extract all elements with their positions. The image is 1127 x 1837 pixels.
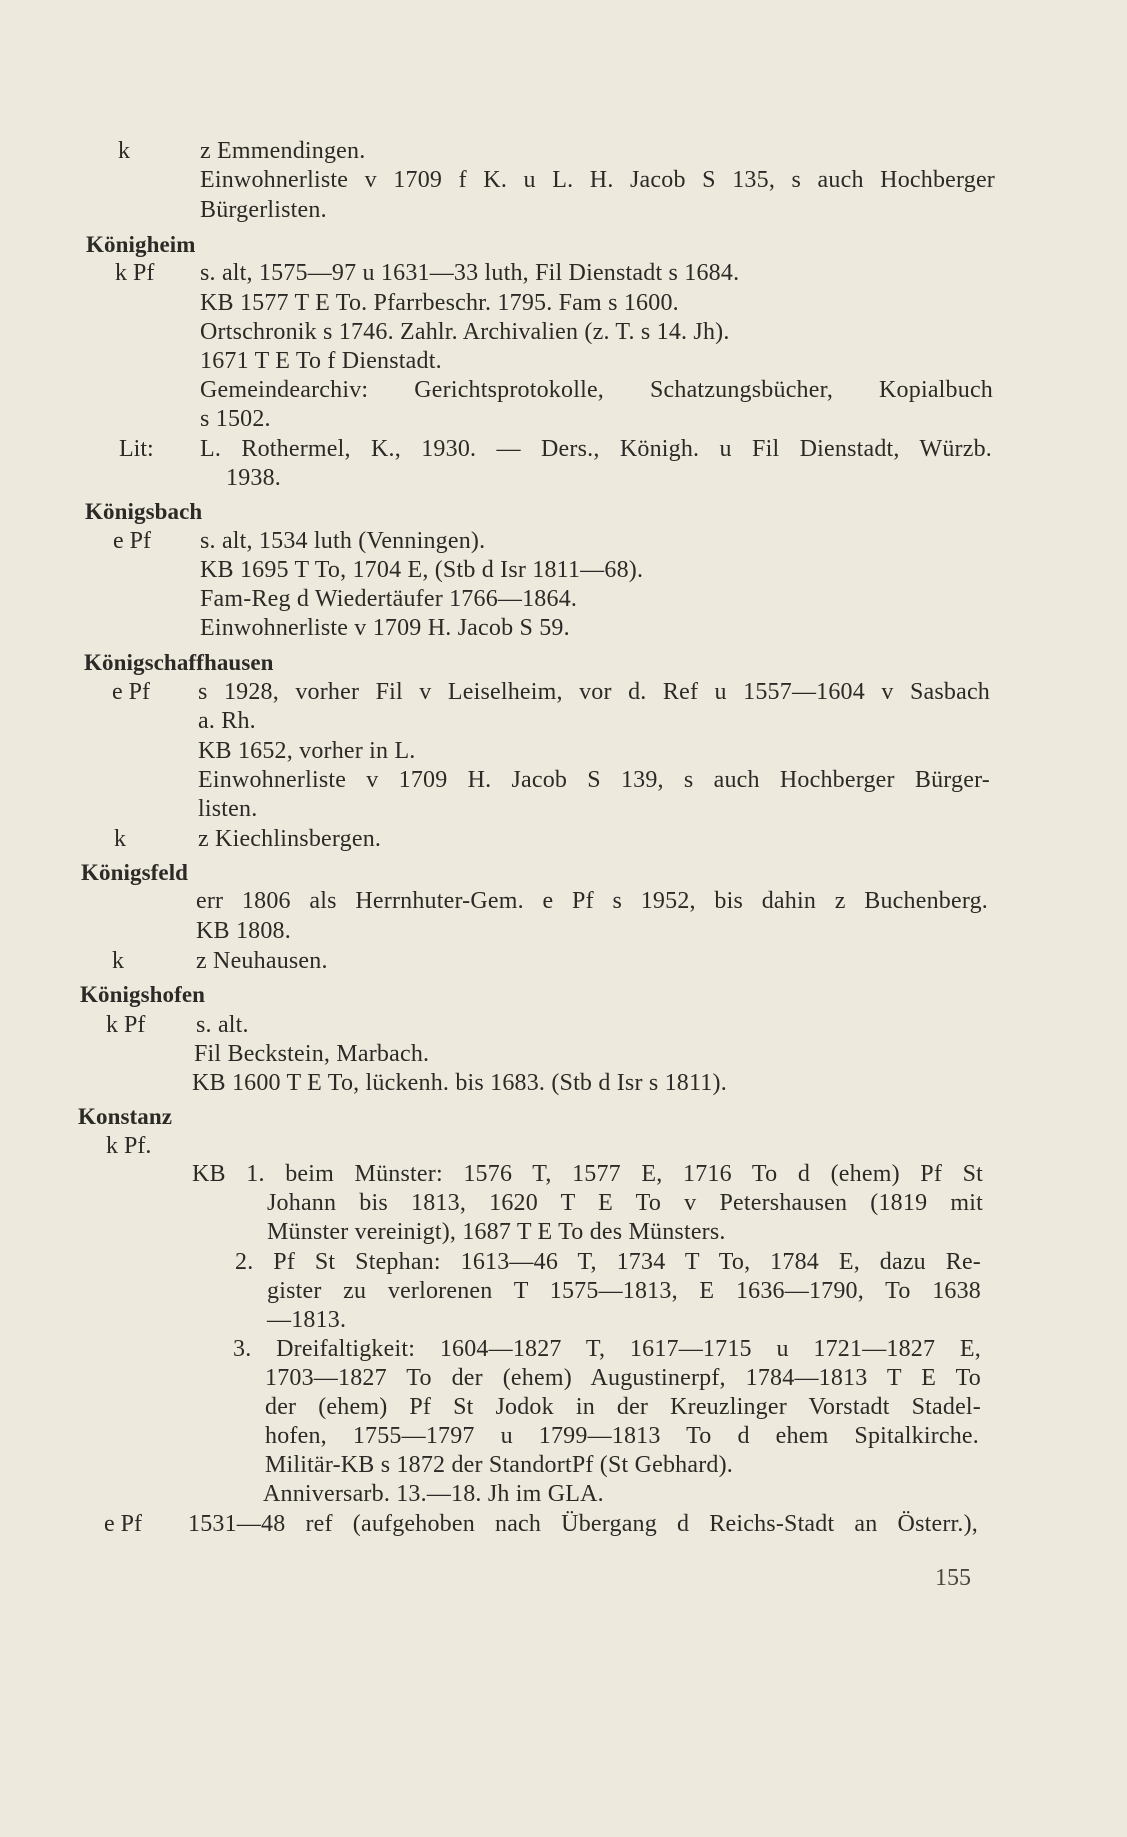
place-heading: Königsfeld (81, 860, 189, 885)
entry-marker: e Pf (113, 528, 151, 554)
entry-marker: k (112, 948, 124, 974)
entry-line: s. alt, 1534 luth (Venningen). (200, 528, 486, 554)
entry-line: 1671 T E To f Dienstadt. (200, 348, 442, 374)
entry-line: KB 1652, vorher in L. (198, 738, 416, 764)
page-number: 155 (935, 1565, 971, 1591)
entry-line: z Neuhausen. (196, 948, 328, 974)
entry-line: gister zu verlorenen T 1575—1813, E 1636—1790, To 1638 (267, 1278, 981, 1304)
entry-marker: e Pf (112, 679, 150, 705)
entry-line: KB 1695 T To, 1704 E, (Stb d Isr 1811—68). (200, 557, 644, 583)
entry-line: 3. Dreifaltigkeit: 1604—1827 T, 1617—1715 u 1721—1827 E, (233, 1336, 981, 1362)
entry-marker: Lit: (119, 436, 154, 462)
entry-marker: k (114, 826, 126, 852)
entry-marker: k Pf (106, 1012, 146, 1038)
entry-line: Ortschronik s 1746. Zahlr. Archivalien (z. T. s 14. Jh). (200, 319, 730, 345)
entry-line: 1938. (226, 465, 281, 491)
entry-line: 2. Pf St Stephan: 1613—46 T, 1734 T To, 1784 E, dazu Re- (235, 1249, 981, 1275)
entry-marker: k (118, 138, 130, 164)
entry-line: listen. (198, 796, 258, 822)
entry-marker: e Pf (104, 1511, 142, 1537)
entry-line: s 1928, vorher Fil v Leiselheim, vor d. Ref u 1557—1604 v Sasbach (198, 679, 990, 705)
entry-line: Einwohnerliste v 1709 H. Jacob S 59. (200, 615, 570, 641)
entry-line: —1813. (267, 1307, 347, 1333)
entry-line: Fam-Reg d Wiedertäufer 1766—1864. (200, 586, 578, 612)
entry-line: der (ehem) Pf St Jodok in der Kreuzlinger Vorstadt Stadel- (265, 1394, 981, 1420)
entry-line: s 1502. (200, 406, 271, 432)
entry-line: a. Rh. (198, 708, 256, 734)
place-heading: Konstanz (78, 1104, 173, 1129)
entry-line: KB 1577 T E To. Pfarrbeschr. 1795. Fam s 1600. (200, 290, 679, 316)
entry-line: z Kiechlinsbergen. (198, 826, 382, 852)
place-heading: Königsbach (85, 499, 203, 524)
entry-marker: k Pf. (106, 1133, 152, 1159)
entry-line: KB 1. beim Münster: 1576 T, 1577 E, 1716 To d (ehem) Pf St (192, 1161, 983, 1187)
place-heading: Königshofen (80, 982, 206, 1007)
entry-line: Militär-KB s 1872 der StandortPf (St Gebhard). (265, 1452, 733, 1478)
entry-line: Fil Beckstein, Marbach. (194, 1041, 430, 1067)
entry-line: L. Rothermel, K., 1930. — Ders., Königh. u Fil Dienstadt, Würzb. (200, 436, 992, 462)
entry-line: s. alt. (196, 1012, 249, 1038)
entry-line: KB 1808. (196, 918, 291, 944)
entry-line: Gemeindearchiv: Gerichtsprotokolle, Schatzungsbücher, Kopialbuch (200, 377, 993, 403)
entry-line: Einwohnerliste v 1709 f K. u L. H. Jacob S 135, s auch Hochberger (200, 167, 995, 193)
entry-line: s. alt, 1575—97 u 1631—33 luth, Fil Dienstadt s 1684. (200, 260, 740, 286)
entry-line: Bürgerlisten. (200, 197, 327, 223)
place-heading: Königheim (86, 232, 196, 257)
entry-marker: k Pf (115, 260, 155, 286)
entry-line: err 1806 als Herrnhuter-Gem. e Pf s 1952, bis dahin z Buchenberg. (196, 888, 988, 914)
entry-line: 1703—1827 To der (ehem) Augustinerpf, 1784—1813 T E To (265, 1365, 981, 1391)
entry-line: Einwohnerliste v 1709 H. Jacob S 139, s auch Hochberger Bürger- (198, 767, 990, 793)
entry-line: Anniversarb. 13.—18. Jh im GLA. (263, 1481, 604, 1507)
entry-line: z Emmendingen. (200, 138, 366, 164)
entry-line: KB 1600 T E To, lückenh. bis 1683. (Stb d Isr s 1811). (192, 1070, 727, 1096)
entry-line: 1531—48 ref (aufgehoben nach Übergang d Reichs-Stadt an Österr.), (188, 1511, 978, 1537)
place-heading: Königschaffhausen (84, 650, 274, 675)
entry-line: Johann bis 1813, 1620 T E To v Petershausen (1819 mit (267, 1190, 983, 1216)
entry-line: Münster vereinigt), 1687 T E To des Münsters. (267, 1219, 726, 1245)
entry-line: hofen, 1755—1797 u 1799—1813 To d ehem Spitalkirche. (265, 1423, 979, 1449)
